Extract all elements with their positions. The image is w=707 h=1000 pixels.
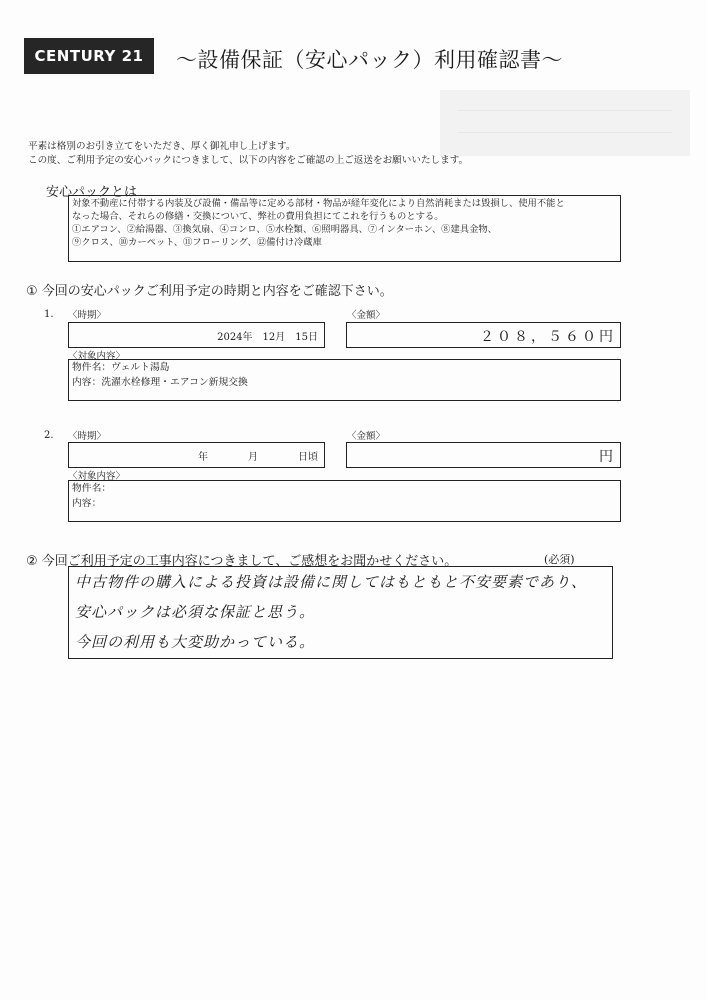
amount-field[interactable] <box>346 322 621 348</box>
work-content: 内容：洗濯水栓修理・エアコン新規交換 <box>72 377 248 388</box>
date-field[interactable] <box>68 442 325 468</box>
anshin-description-box <box>68 195 621 262</box>
intro-text <box>28 140 468 168</box>
page-title: 〜設備保証（安心パック）利用確認書〜 <box>176 48 563 72</box>
entry-number: 1. <box>44 309 54 320</box>
amount-field[interactable] <box>346 442 621 468</box>
description-line: ①エアコン、②給湯器、③換気扇、④コンロ、⑤水栓類、⑥照明器具、⑦インターホン、⑧建具金物、 <box>72 224 497 235</box>
date-value: 2024年 12月 15日 <box>217 332 318 343</box>
amount-label: 〈金額〉 <box>347 431 386 442</box>
section2-heading: ② 今回ご利用予定の工事内容につきまして、ご感想をお聞かせください。 <box>26 554 458 569</box>
property-name: 物件名：ヴェルト湯島 <box>72 362 170 373</box>
section1-heading: ① 今回の安心パックご利用予定の時期と内容をご確認下さい。 <box>26 284 393 299</box>
intro-line: この度、ご利用予定の安心パックにつきまして、以下の内容をご確認の上ご返送をお願いいたします。 <box>28 155 469 166</box>
date-field[interactable] <box>68 322 325 348</box>
target-label: 〈対象内容〉 <box>68 351 126 362</box>
entry-number: 2. <box>44 430 54 441</box>
intro-line: 平素は格別のお引き立てをいただき、厚く御礼申し上げます。 <box>28 141 296 152</box>
anshin-heading: 安心パックとは <box>46 185 138 200</box>
property-name: 物件名： <box>72 483 112 494</box>
description-line: 対象不動産に付帯する内装及び設備・備品等に定める部材・物品が経年変化により自然消耗または毀損し、使用不能と <box>72 198 565 209</box>
faded-stamp-area <box>440 90 690 156</box>
target-label: 〈対象内容〉 <box>68 471 126 482</box>
feedback-field[interactable] <box>68 566 613 659</box>
century21-logo: CENTURY 21 <box>24 38 154 74</box>
target-field[interactable] <box>68 480 621 522</box>
amount-label: 〈金額〉 <box>347 310 386 321</box>
date-value: 年 月 日頃 <box>198 452 318 463</box>
target-field[interactable] <box>68 359 621 401</box>
description-line: なった場合、それらの修繕・交換について、弊社の費用負担にてこれを行うものとする。 <box>72 211 444 222</box>
work-content: 内容： <box>72 498 102 509</box>
description-line: ⑨クロス、⑩カーペット、⑪フローリング、⑫備付け冷蔵庫 <box>72 237 322 248</box>
amount-value: 円 <box>599 449 616 465</box>
handwritten-line: 今回の利用も大変助かっている。 <box>75 633 316 651</box>
amount-value: ２０８，５６０円 <box>480 329 616 345</box>
handwritten-line: 中古物件の購入による投資は設備に関してはもともと不安要素であり、 <box>75 573 588 591</box>
date-label: 〈時期〉 <box>68 310 107 321</box>
handwritten-line: 安心パックは必須な保証と思う。 <box>75 603 316 621</box>
date-label: 〈時期〉 <box>68 431 107 442</box>
required-mark: (必須) <box>544 553 575 566</box>
